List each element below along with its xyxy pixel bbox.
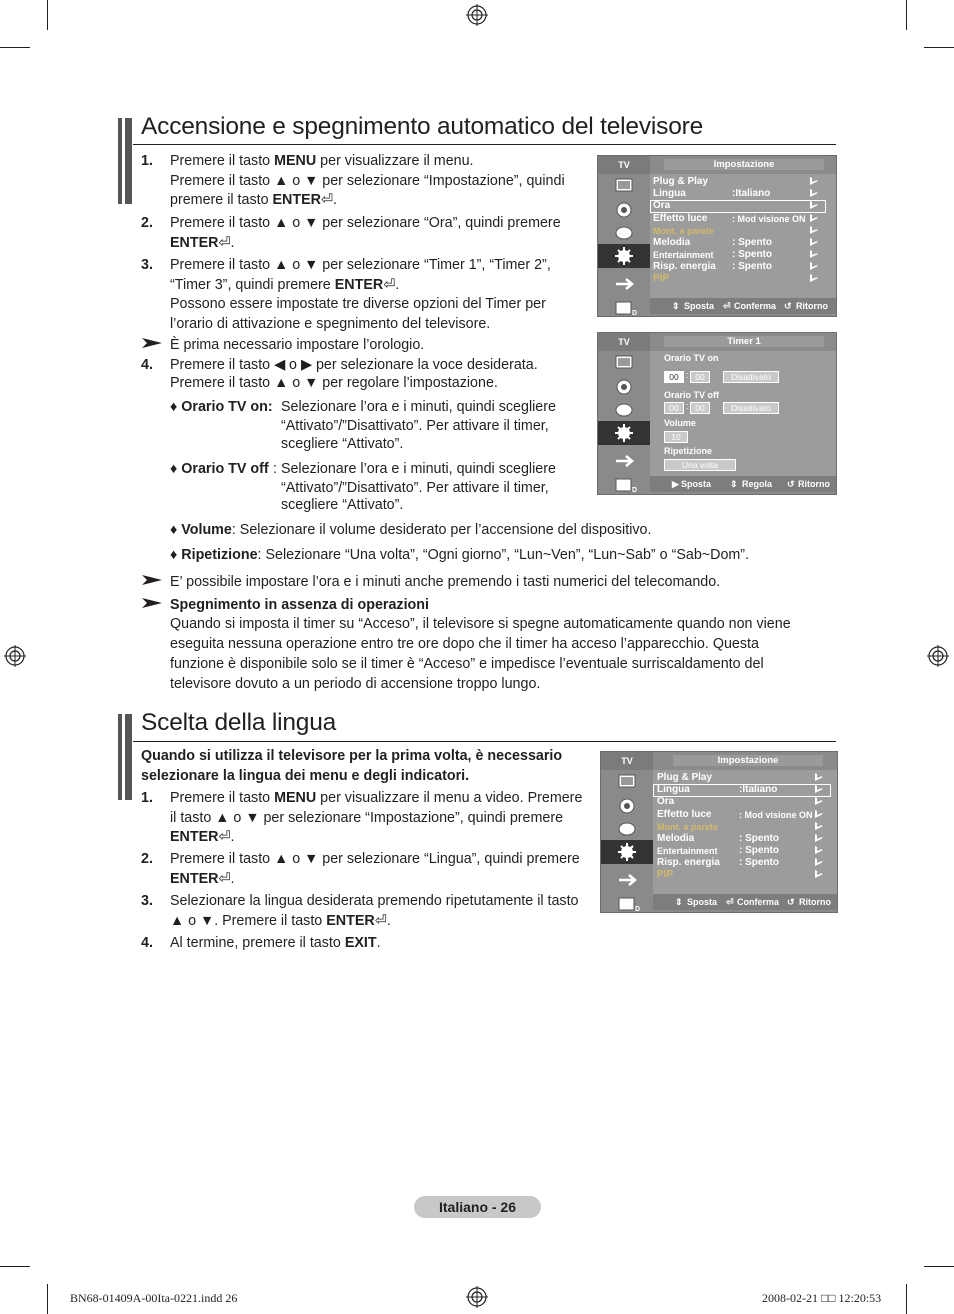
step-text: il tasto ▲ o ▼ per selezionare “Impostazione”, quindi premere: [170, 810, 564, 826]
step-number: 2.: [141, 215, 153, 231]
input-icon: [606, 274, 642, 294]
submenu-arrow-icon: [815, 773, 823, 781]
enter-icon: ⏎: [723, 301, 731, 311]
note-text: funzione è disponibile solo se il timer è “Acceso” e impedisce l’eventuale surriscaldamento del: [170, 656, 764, 672]
crop-mark: [906, 1284, 907, 1314]
repeat-field[interactable]: Una volta: [664, 459, 736, 471]
menu-header: Impostazione: [673, 755, 823, 766]
submenu-arrow-icon: [815, 797, 823, 805]
step-text: premere il tasto ENTER⏎.: [170, 192, 337, 208]
svg-text:D: D: [635, 906, 641, 913]
picture-icon: [606, 353, 642, 373]
on-minute-field[interactable]: 00: [690, 371, 710, 383]
menu-row-value: : Spento: [739, 857, 779, 868]
submenu-arrow-icon: [810, 274, 818, 282]
submenu-arrow-icon: [810, 177, 818, 185]
enter-icon: ⏎: [383, 277, 396, 293]
registration-mark-icon: [4, 645, 26, 667]
channel-icon: [606, 401, 642, 421]
submenu-arrow-icon: [815, 858, 823, 866]
menu-row[interactable]: Plug & Play: [653, 176, 709, 187]
submenu-arrow-icon: [815, 810, 823, 818]
file-name: BN68-01409A-00Ita-0221.indd 26: [70, 1291, 238, 1305]
step-text: “Timer 3”, quindi premere ENTER⏎.: [170, 277, 400, 293]
menu-header: Impostazione: [664, 159, 824, 170]
note-text: eseguita nessuna operazione entro tre ore dopo che il timer ha acceso l’apparecchio. Questa: [170, 636, 759, 652]
step-text: l’orario di attivazione e spegnimento del televisore.: [170, 316, 491, 332]
tv-menu-impostazione: [597, 155, 837, 317]
menu-row[interactable]: Ora: [657, 796, 675, 807]
menu-panel: [653, 770, 837, 894]
updown-icon: ⇕: [675, 897, 683, 907]
registration-mark-icon: [466, 4, 488, 26]
crop-mark: [924, 47, 954, 48]
menu-header: Timer 1: [664, 336, 824, 347]
menu-row-value: : Mod visione ON: [739, 810, 813, 820]
enter-icon: ⏎: [218, 235, 231, 251]
page-number: Italiano - 26: [414, 1196, 541, 1218]
volume-field[interactable]: 10: [664, 431, 688, 443]
setup-gear-icon: [601, 840, 653, 864]
on-hour-field[interactable]: 00: [664, 371, 684, 383]
option-text: Selezionare l’ora e i minuti, quindi scegliere: [281, 399, 556, 415]
menu-row[interactable]: Effetto luce: [653, 213, 708, 224]
menu-row[interactable]: Plug & Play: [657, 772, 713, 783]
menu-row[interactable]: Entertainment: [657, 846, 718, 856]
off-state-field[interactable]: Disattivato: [723, 402, 779, 414]
crop-mark: [47, 0, 48, 30]
section-title: Scelta della lingua: [141, 709, 337, 736]
menu-panel: [650, 351, 836, 476]
menu-row-value: : Spento: [732, 261, 772, 272]
step-number: 1.: [141, 153, 153, 169]
step-text: Premere il tasto ▲ o ▼ per selezionare “Lingua”, quindi premere: [170, 851, 580, 867]
submenu-arrow-icon: [815, 846, 823, 854]
step-text: Premere il tasto ◀ o ▶ per selezionare la voce desiderata.: [170, 357, 538, 373]
channel-icon: [609, 820, 645, 840]
menu-row-selected[interactable]: Lingua: [657, 784, 690, 795]
note-title: Spegnimento in assenza di operazioni: [170, 597, 429, 613]
selection-highlight: [650, 200, 826, 213]
step-number: 3.: [141, 257, 153, 273]
menu-row-value: : Spento: [732, 237, 772, 248]
note-arrow-icon: [142, 338, 162, 348]
step-text: Premere il tasto ▲ o ▼ per selezionare “Ora”, quindi premere: [170, 215, 561, 231]
option-label: ♦ Orario TV on:: [170, 399, 273, 415]
enter-icon: ⏎: [726, 897, 734, 907]
menu-row[interactable]: Melodia: [657, 833, 695, 844]
step-number: 2.: [141, 851, 153, 867]
field-label: Ripetizione: [664, 446, 713, 456]
submenu-arrow-icon: [815, 785, 823, 793]
menu-row-disabled: Mont. a parete: [653, 226, 715, 236]
step-text: ENTER⏎.: [170, 871, 235, 887]
option-text: scegliere “Attivato”.: [281, 497, 404, 513]
step-number: 4.: [141, 935, 153, 951]
print-date: 2008-02-21 □□ 12:20:53: [762, 1291, 882, 1305]
section-rule: [133, 741, 836, 742]
step-number: 1.: [141, 790, 153, 806]
field-label: Orario TV on: [664, 353, 719, 363]
menu-footer: ⇕ Sposta ⏎ Conferma ↺ Ritorno: [650, 298, 836, 314]
setup-gear-icon: [598, 244, 650, 268]
menu-footer: ▶ Sposta ⇕ Regola ↺ Ritorno: [650, 476, 836, 492]
intro-text: selezionare la lingua dei menu e degli indicatori.: [141, 768, 470, 784]
sound-icon: [606, 377, 642, 397]
option-text: scegliere “Attivato”.: [281, 436, 404, 452]
return-icon: ↺: [787, 897, 795, 907]
step-number: 4.: [141, 357, 153, 373]
step-text: Premere il tasto MENU per visualizzare il menu a video. Premere: [170, 790, 583, 806]
step-text: ▲ o ▼. Premere il tasto ENTER⏎.: [170, 913, 391, 929]
menu-row-value: : Spento: [739, 833, 779, 844]
tv-label: TV: [598, 333, 650, 351]
tv-label: TV: [601, 752, 653, 770]
note-text: E’ possibile impostare l’ora e i minuti anche premendo i tasti numerici del telecomando.: [170, 574, 721, 590]
submenu-arrow-icon: [810, 189, 818, 197]
registration-mark-icon: [466, 1286, 488, 1308]
picture-icon: [609, 772, 645, 792]
field-label: Orario TV off: [664, 390, 720, 400]
crop-mark: [47, 1284, 48, 1314]
tv-menu-lingua: [600, 751, 838, 913]
menu-row-value: :Italiano: [732, 188, 771, 199]
submenu-arrow-icon: [815, 822, 823, 830]
submenu-arrow-icon: [815, 870, 823, 878]
sound-icon: [609, 796, 645, 816]
submenu-arrow-icon: [810, 238, 818, 246]
submenu-arrow-icon: [810, 201, 818, 209]
menu-row[interactable]: Melodia: [653, 237, 691, 248]
crop-mark: [924, 1266, 954, 1267]
menu-row-selected[interactable]: Ora: [653, 200, 671, 211]
submenu-arrow-icon: [810, 262, 818, 270]
step-text: Premere il tasto MENU per visualizzare il menu.: [170, 153, 474, 169]
menu-row[interactable]: Risp. energia: [653, 261, 716, 272]
return-icon: ↺: [784, 301, 792, 311]
note-text: È prima necessario impostare l’orologio.: [170, 337, 425, 353]
step-number: 3.: [141, 893, 153, 909]
off-hour-field[interactable]: 00: [664, 402, 684, 414]
crop-mark: [0, 1266, 30, 1267]
sound-icon: [606, 200, 642, 220]
field-label: Volume: [664, 418, 696, 428]
step-text: ENTER⏎.: [170, 235, 235, 251]
option-text: “Attivato”/”Disattivato”. Per attivare il timer,: [281, 418, 549, 434]
menu-row-disabled: Mont. a parete: [657, 822, 719, 832]
menu-row-disabled: PIP: [653, 273, 670, 284]
tv-menu-timer: [597, 332, 837, 495]
enter-icon: ⏎: [218, 871, 231, 887]
tv-label: TV: [598, 156, 650, 174]
off-minute-field[interactable]: 00: [690, 402, 710, 414]
submenu-arrow-icon: [810, 250, 818, 258]
svg-text:D: D: [632, 310, 638, 317]
colon: :: [686, 401, 689, 411]
updown-icon: ⇕: [672, 301, 680, 311]
submenu-arrow-icon: [810, 226, 818, 234]
menu-footer: ⇕ Sposta ⏎ Conferma ↺ Ritorno: [653, 894, 837, 910]
option-label: ♦ Orario TV off: [170, 461, 269, 477]
note-text: Quando si imposta il timer su “Acceso”, il televisore si spegne automaticamente quando non viene: [170, 616, 791, 632]
section-title: Accensione e spegnimento automatico del televisore: [141, 113, 704, 140]
enter-icon: ⏎: [218, 829, 231, 845]
submenu-arrow-icon: [810, 214, 818, 222]
section-rule: [133, 144, 836, 145]
option-row: ♦ Ripetizione: Selezionare “Una volta”, “Ogni giorno”, “Lun~Ven”, “Lun~Sab” o “Sab~Dom”.: [170, 547, 750, 563]
menu-panel: [650, 174, 836, 298]
menu-row-value: : Spento: [732, 249, 772, 260]
menu-row-value: :Italiano: [739, 784, 778, 795]
note-arrow-icon: [142, 598, 162, 608]
application-icon: [606, 475, 642, 495]
return-icon: ↺: [787, 479, 795, 489]
svg-text:D: D: [632, 487, 638, 494]
note-text: televisore dovuto a un periodo di accensione troppo lungo.: [170, 676, 541, 692]
crop-mark: [906, 0, 907, 30]
menu-row[interactable]: Lingua: [653, 188, 686, 199]
step-text: Al termine, premere il tasto EXIT.: [170, 935, 381, 951]
step-text: Premere il tasto ▲ o ▼ per regolare l’impostazione.: [170, 375, 498, 391]
colon: :: [686, 370, 689, 380]
menu-row[interactable]: Risp. energia: [657, 857, 720, 868]
application-icon: [609, 894, 645, 914]
application-icon: [606, 298, 642, 318]
right-arrow-icon: ▶: [672, 479, 679, 489]
step-text: Premere il tasto ▲ o ▼ per selezionare “Timer 1”, “Timer 2”,: [170, 257, 551, 273]
menu-row-value: : Mod visione ON: [732, 214, 806, 224]
input-icon: [609, 870, 645, 890]
note-arrow-icon: [142, 575, 162, 585]
setup-gear-icon: [598, 421, 650, 445]
step-text: Premere il tasto ▲ o ▼ per selezionare “Impostazione”, quindi: [170, 173, 565, 189]
step-text: ENTER⏎.: [170, 829, 235, 845]
intro-text: Quando si utilizza il televisore per la prima volta, è necessario: [141, 748, 563, 764]
picture-icon: [606, 176, 642, 196]
channel-icon: [606, 224, 642, 244]
crop-mark: [0, 47, 30, 48]
on-state-field[interactable]: Disattivato: [723, 371, 779, 383]
menu-row[interactable]: Entertainment: [653, 250, 714, 260]
section-bar: [118, 118, 132, 204]
menu-row-disabled: PIP: [657, 869, 674, 880]
step-text: Possono essere impostate tre diverse opzioni del Timer per: [170, 296, 546, 312]
submenu-arrow-icon: [815, 834, 823, 842]
enter-icon: ⏎: [374, 913, 387, 929]
step-text: Selezionare la lingua desiderata premendo ripetutamente il tasto: [170, 893, 579, 909]
registration-mark-icon: [927, 645, 949, 667]
menu-row[interactable]: Effetto luce: [657, 809, 712, 820]
input-icon: [606, 451, 642, 471]
enter-icon: ⏎: [320, 192, 333, 208]
option-text: : Selezionare l’ora e i minuti, quindi scegliere: [273, 461, 556, 477]
menu-row-value: : Spento: [739, 845, 779, 856]
section-bar: [118, 714, 132, 800]
updown-icon: ⇕: [730, 479, 738, 489]
option-text: “Attivato”/”Disattivato”. Per attivare il timer,: [281, 480, 549, 496]
option-row: ♦ Volume: Selezionare il volume desiderato per l’accensione del dispositivo.: [170, 522, 652, 538]
